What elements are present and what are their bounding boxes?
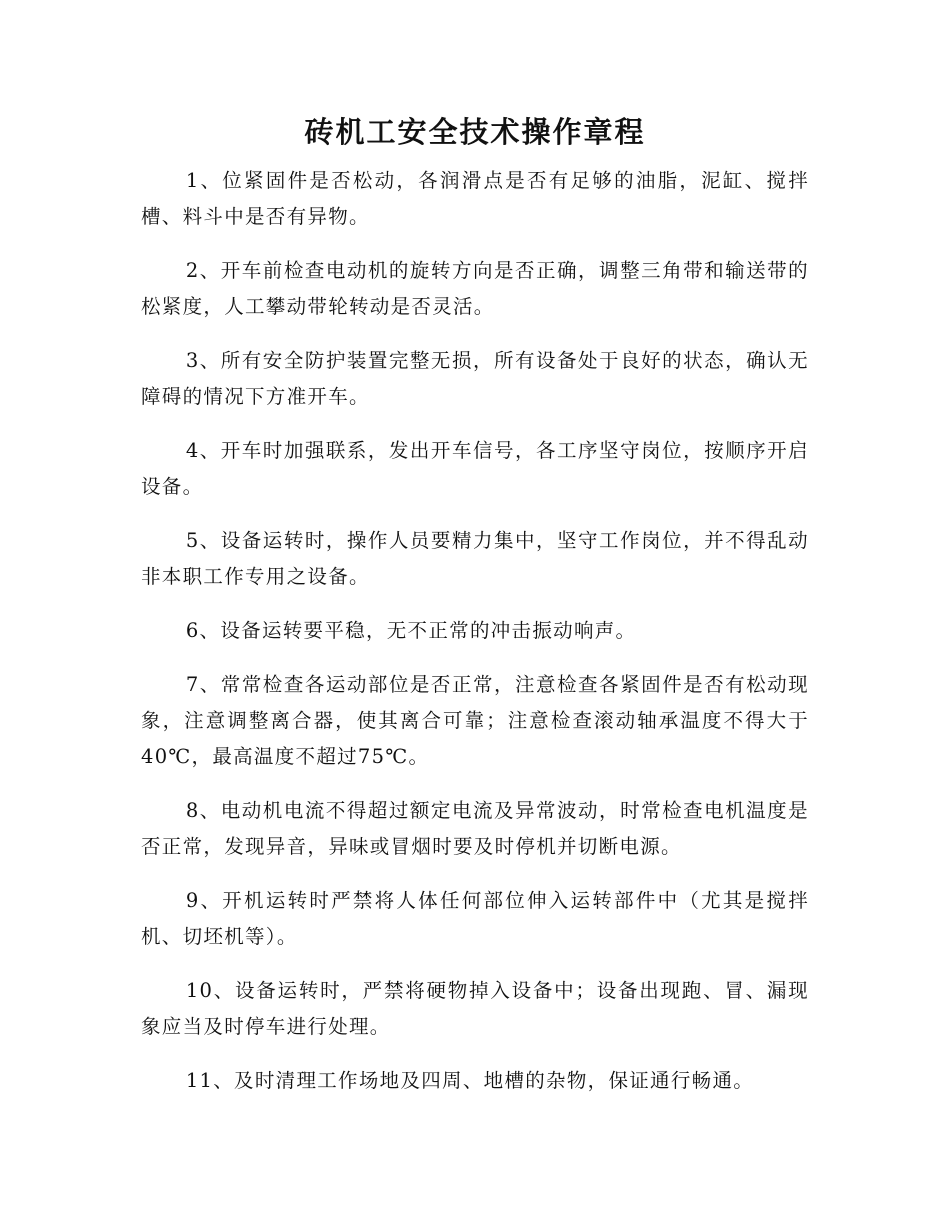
rule-paragraph-1: 1、位紧固件是否松动，各润滑点是否有足够的油脂，泥缸、搅拌槽、料斗中是否有异物。 — [141, 169, 809, 228]
rule-paragraph-4: 4、开车时加强联系，发出开车信号，各工序坚守岗位，按顺序开启设备。 — [141, 439, 809, 498]
document-title: 砖机工安全技术操作章程 — [304, 115, 646, 149]
rule-paragraph-2: 2、开车前检查电动机的旋转方向是否正确，调整三角带和输送带的松紧度，人工攀动带轮转动是否灵活。 — [141, 259, 809, 318]
rule-paragraph-10: 10、设备运转时，严禁将硬物掉入设备中；设备出现跑、冒、漏现象应当及时停车进行处理。 — [141, 979, 809, 1038]
rule-paragraph-5: 5、设备运转时，操作人员要精力集中，坚守工作岗位，并不得乱动非本职工作专用之设备。 — [141, 529, 809, 588]
document-body — [141, 163, 809, 1117]
rule-paragraph-6: 6、设备运转要平稳，无不正常的冲击振动响声。 — [185, 619, 637, 642]
rule-paragraph-9: 9、开机运转时严禁将人体任何部位伸入运转部件中（尤其是搅拌机、切坯机等）。 — [141, 889, 809, 948]
rule-paragraph-3: 3、所有安全防护装置完整无损，所有设备处于良好的状态，确认无障碍的情况下方准开车。 — [141, 349, 809, 408]
rule-paragraph-11: 11、及时清理工作场地及四周、地槽的杂物，保证通行畅通。 — [185, 1069, 755, 1092]
rule-paragraph-7: 7、常常检查各运动部位是否正常，注意检查各紧固件是否有松动现象，注意调整离合器，使其离合可靠；注意检查滚动轴承温度不得大于40℃，最高温度不超过75℃。 — [141, 673, 809, 768]
rule-paragraph-8: 8、电动机电流不得超过额定电流及异常波动，时常检查电机温度是否正常，发现异音，异味或冒烟时要及时停机并切断电源。 — [141, 799, 809, 858]
